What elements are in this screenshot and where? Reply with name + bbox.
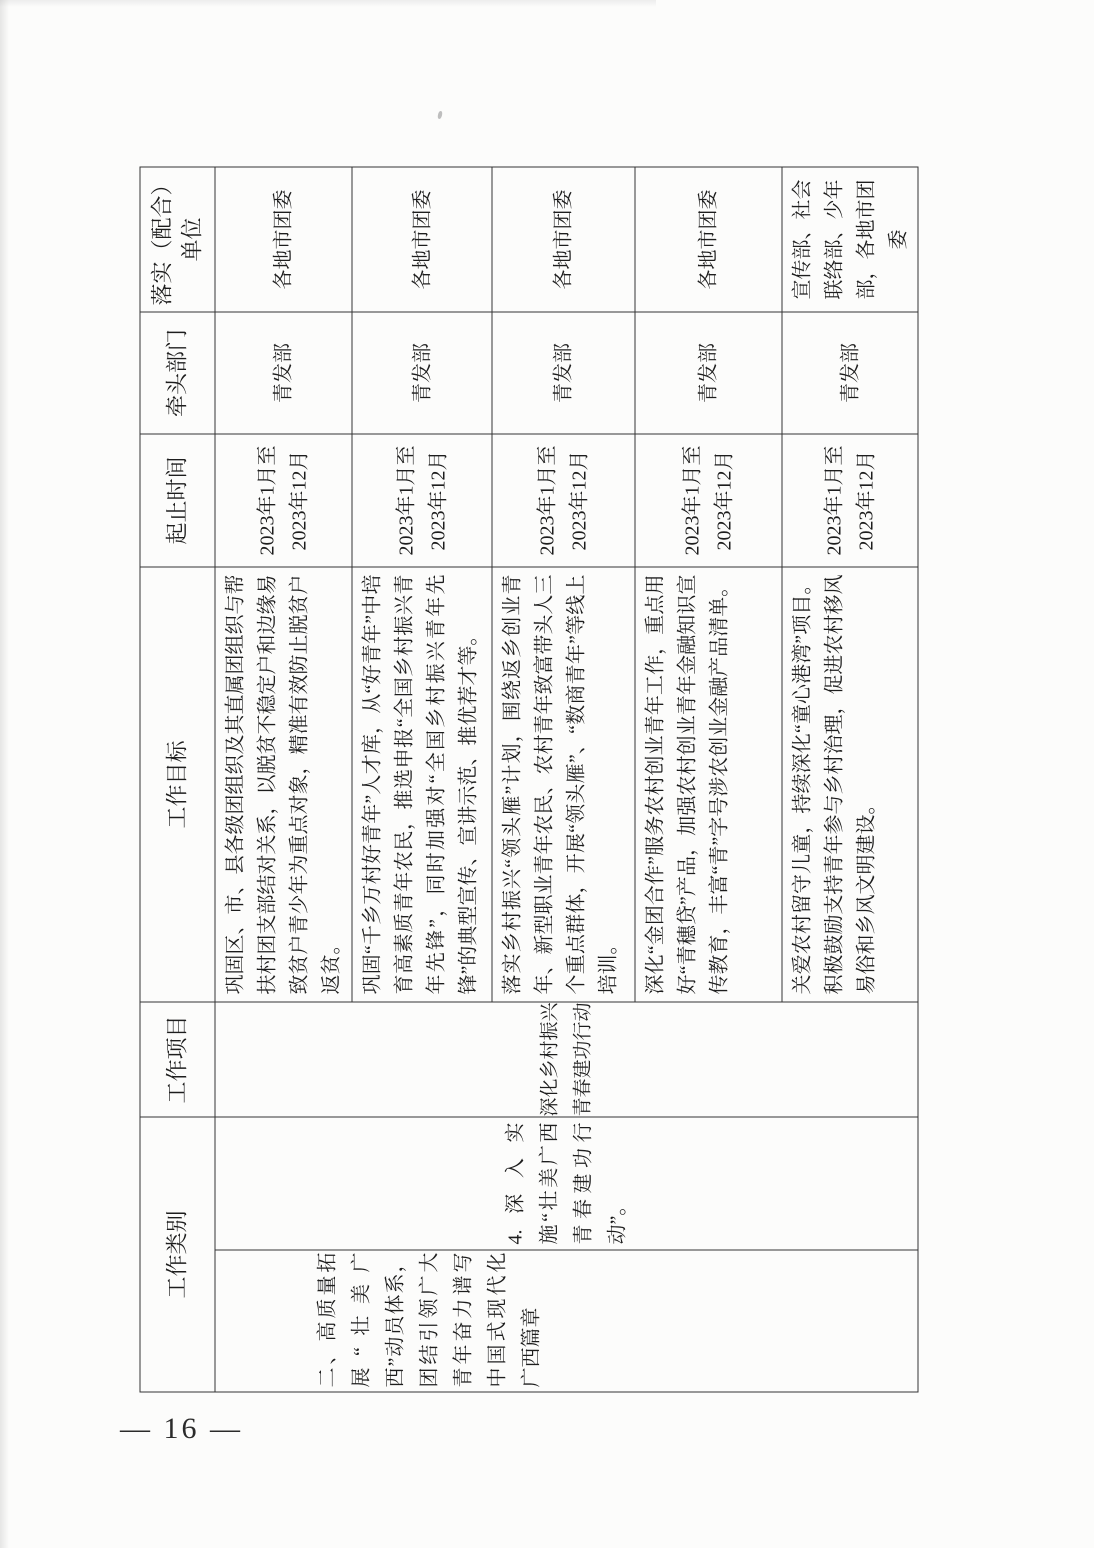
col-header-work-project: 工作项目 [140, 1002, 215, 1117]
col-header-work-category: 工作类别 [140, 1117, 215, 1392]
cell-time-2: 2023年1月至2023年12月 [352, 434, 492, 567]
cell-unit-2: 各地市团委 [352, 167, 492, 312]
cell-project-name: 深化乡村振兴青春建功行动 [215, 1002, 918, 1117]
col-header-lead-department: 牵头部门 [140, 312, 215, 434]
cell-time-4: 2023年1月至2023年12月 [635, 434, 782, 567]
cell-unit-4: 各地市团委 [635, 167, 782, 312]
scan-speck [437, 111, 443, 120]
table-header-row [140, 167, 215, 1392]
cell-time-1: 2023年1月至2023年12月 [215, 434, 352, 567]
cell-goal-3: 落实乡村振兴“领头雁”计划，围绕返乡创业青年、新型职业青年农民、农村青年致富带头人三个重点群体，开展“领头雁”、“数商青年”等线上培训。 [492, 567, 635, 1002]
cell-unit-5: 宣传部、社会联络部、少年部，各地市团委 [782, 167, 918, 312]
table-row [215, 167, 352, 1392]
col-header-work-goal: 工作目标 [140, 567, 215, 1002]
page-number: — 16 — [120, 1412, 243, 1445]
cell-time-5: 2023年1月至2023年12月 [782, 434, 918, 567]
cell-lead-2: 青发部 [352, 312, 492, 434]
scan-edge-shadow-left [0, 0, 9, 1548]
col-header-implementing-unit: 落实（配合）单位 [140, 167, 215, 312]
cell-goal-1: 巩固区、市、县各级团组织及其直属团组织与帮扶村团支部结对关系，以脱贫不稳定户和边缘易致贫户青少年为重点对象，精准有效防止脱贫户返贫。 [215, 567, 352, 1002]
cell-unit-3: 各地市团委 [492, 167, 635, 312]
work-plan-table [140, 166, 919, 1392]
cell-lead-5: 青发部 [782, 312, 918, 434]
cell-category-item: 4.深入实施“壮美广西青春建功行动”。 [215, 1117, 918, 1250]
cell-lead-4: 青发部 [635, 312, 782, 434]
cell-goal-5: 关爱农村留守儿童，持续深化“童心港湾”项目。积极鼓励支持青年参与乡村治理，促进农村移风易俗和乡风文明建设。 [782, 567, 918, 1002]
cell-unit-1: 各地市团委 [215, 167, 352, 312]
scan-edge-shadow-top [0, 0, 656, 7]
cell-goal-4: 深化“金团合作”服务农村创业青年工作，重点用好“青穗贷”产品，加强农村创业青年金融知识宣传教育，丰富“青”字号涉农创业金融产品清单。 [635, 567, 782, 1002]
cell-lead-3: 青发部 [492, 312, 635, 434]
cell-time-3: 2023年1月至2023年12月 [492, 434, 635, 567]
rotated-table-container [140, 168, 918, 1393]
cell-lead-1: 青发部 [215, 312, 352, 434]
cell-category-section: 二、高质量拓展“壮美广西”动员体系，团结引领广大青年奋力谱写中国式现代化广西篇章 [215, 1250, 918, 1392]
cell-goal-2: 巩固“千乡万村好青年”人才库，从“好青年”中培育高素质青年农民，推选申报“全国乡村振兴青年先锋”，同时加强对“全国乡村振兴青年先锋”的典型宣传、宣讲示范、推优荐才等。 [352, 567, 492, 1002]
col-header-time-range: 起止时间 [140, 434, 215, 567]
